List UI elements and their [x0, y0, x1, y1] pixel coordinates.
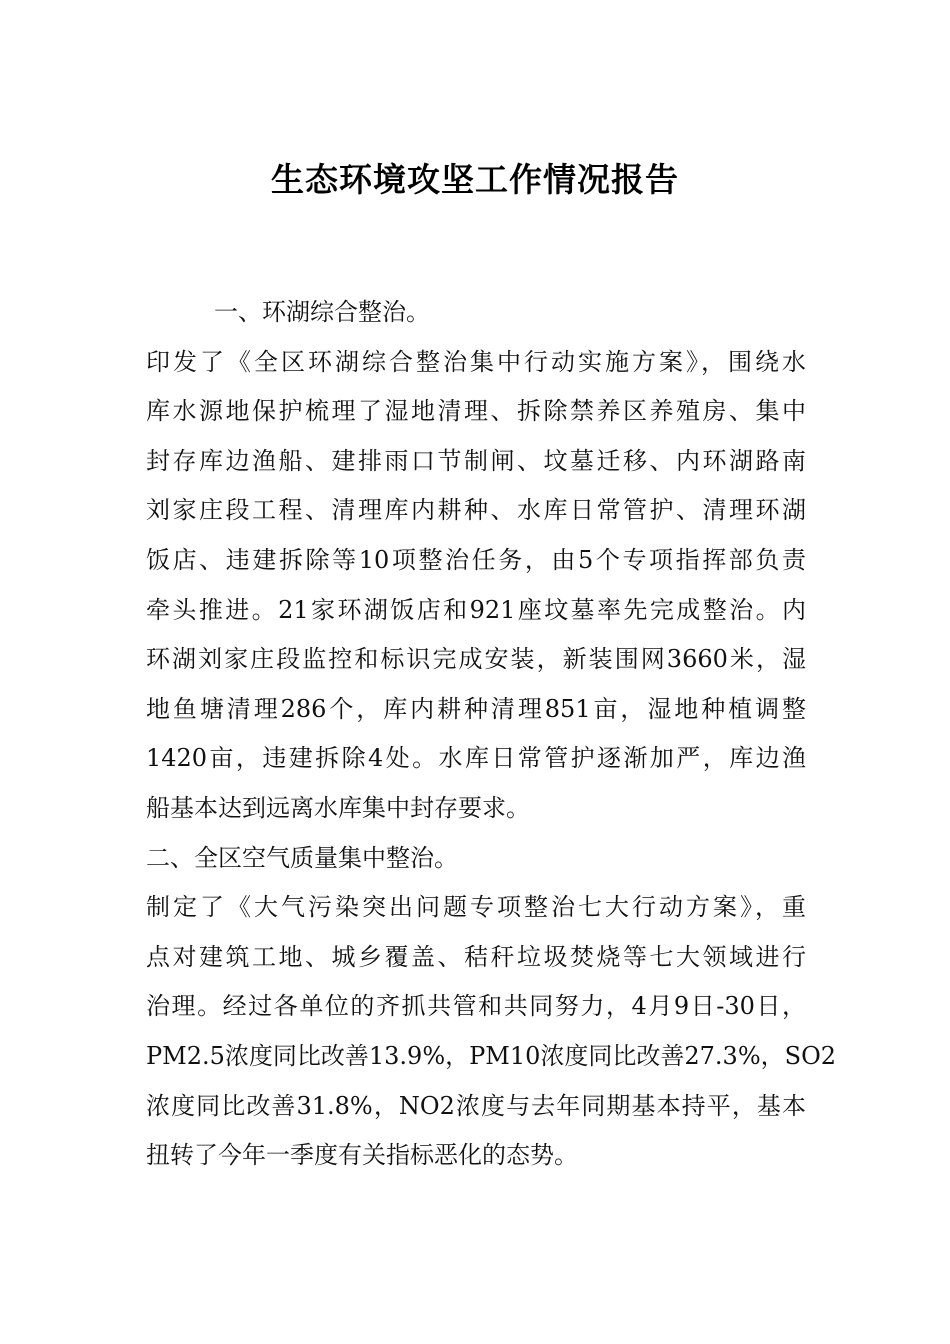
paragraph-line: 封存库边渔船、建排雨口节制闸、坟墓迁移、内环湖路南 [146, 446, 806, 475]
document-body [146, 288, 837, 1181]
paragraph-line: PM2.5浓度同比改善13.9%，PM10浓度同比改善27.3%，SO2 [146, 1041, 837, 1070]
paragraph-line: 印发了《全区环湖综合整治集中行动实施方案》，围绕水 [146, 347, 806, 376]
paragraph-line: 扭转了今年一季度有关指标恶化的态势。 [146, 1141, 578, 1170]
paragraph-line: 地鱼塘清理286个，库内耕种清理851亩，湿地种植调整 [146, 694, 806, 723]
section-heading-1: 一、环湖综合整治。 [214, 298, 430, 326]
paragraph-line: 制定了《大气污染突出问题专项整治七大行动方案》，重 [146, 893, 806, 922]
paragraph-line: 环湖刘家庄段监控和标识完成安装，新装围网3660米，湿 [146, 645, 806, 674]
paragraph-line: 库水源地保护梳理了湿地清理、拆除禁养区养殖房、集中 [146, 397, 806, 426]
paragraph-line: 船基本达到远离水库集中封存要求。 [146, 793, 530, 822]
paragraph-line: 1420亩，违建拆除4处。水库日常管护逐渐加严，库边渔 [146, 744, 806, 773]
section-heading-2: 二、全区空气质量集中整治。 [146, 843, 458, 872]
page-title: 生态环境攻坚工作情况报告 [271, 160, 679, 199]
paragraph-line: 饭店、违建拆除等10项整治任务，由5个专项指挥部负责 [146, 545, 806, 574]
paragraph-line: 牵头推进。21家环湖饭店和921座坟墓率先完成整治。内 [146, 595, 806, 624]
paragraph-line: 点对建筑工地、城乡覆盖、秸秆垃圾焚烧等七大领域进行 [146, 942, 806, 971]
paragraph-line: 刘家庄段工程、清理库内耕种、水库日常管护、清理环湖 [146, 496, 806, 525]
paragraph-line: 浓度同比改善31.8%，NO2浓度与去年同期基本持平，基本 [146, 1091, 806, 1120]
paragraph-line: 治理。经过各单位的齐抓共管和共同努力，4月9日-30日， [146, 992, 806, 1021]
